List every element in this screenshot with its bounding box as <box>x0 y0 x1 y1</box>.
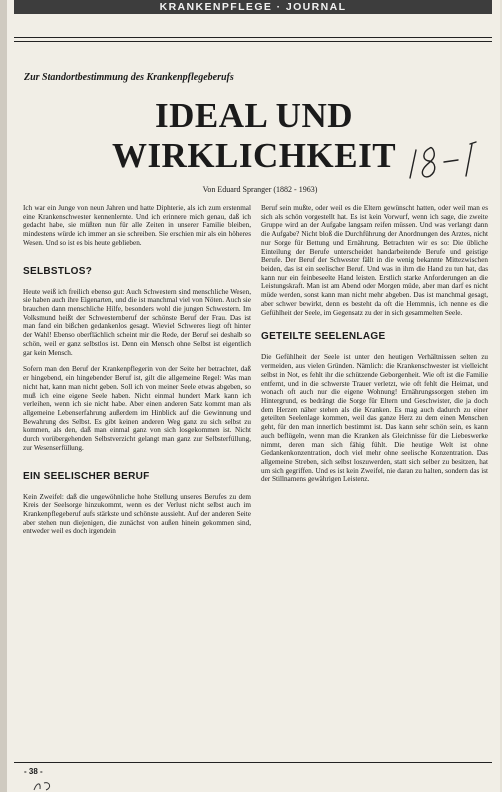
journal-title: KRANKENPFLEGE · JOURNAL <box>159 1 347 13</box>
text-column-right <box>261 204 488 484</box>
subheading-selbstlos: SELBSTLOS? <box>23 265 93 277</box>
subheading-seelischer-beruf: EIN SEELISCHER BERUF <box>23 470 150 482</box>
left-paragraph-3: Sofern man den Beruf der Krankenpflegerin von der Seite her betrachtet, daß er hingebend, ein hingebender Beruf ist, gilt die allgemeine Regel: Was man nicht hat, kann man nicht geben. Soll ich von meiner Seele etwas abgeben, so muß ich eine eigene Seele haben. Nicht einmal hundert Mark kann ich verleihen, wenn ich sie nicht habe. Aber einen anderen Satz kommt man als allgemeine Lebenserfahrung außerdem im Hinblick auf die Gewinnung und Bewahrung des Selbst. Es gibt keinen anderen Weg ganz zu sich selbst zu kommen, als den, daß man einmal ganz von sich losgekommen ist. Nicht durch vorübergehenden Selbstverzicht gelangt man ganz zur Selbsterfüllung, zur Wesenserfüllung. <box>23 365 251 452</box>
header-rule-thin <box>14 41 492 42</box>
pen-scribble <box>32 780 56 792</box>
left-paragraph-4: Kein Zweifel: daß die ungewöhnliche hohe Stellung unseres Berufes zu dem Kreis der Seelsorge hinzukommt, wenn es der Verlust nicht selbst auch im Krankenpflegeberuf aufs stärkste und schönste aussieht. Auf der anderen Seite aber stehen nun diejenigen, die zunächst von außen hinein gekommen sind, entweder weil es doch irgendein <box>23 492 251 536</box>
scan-edge <box>0 0 7 792</box>
headline-line-2: WIRKLICHKEIT <box>111 136 397 175</box>
journal-header-band <box>14 0 492 14</box>
article-byline: Von Eduard Spranger (1882 - 1963) <box>202 185 318 194</box>
handwritten-note <box>404 138 488 180</box>
left-paragraph-2: Heute weiß ich freilich ebenso gut: Auch Schwestern sind menschliche Wesen, sie haben auch ihre Eigenarten, und die ist manchmal viel von Nöten. Auch sie brauchen dann menschliche Hilfe, besonders wohl die jungen Schwestern. Im Volksmund heißt der Schwesternberuf der schönste Beruf der Frau. Das ist man fand ein bißchen gedankenlos gesagt. Wieviel Schweres liegt oft hinter der Wahl! Ebenso oberflächlich scheint mir die Rede, der Beruf sei deshalb so schön, weil er ganz selbstlos ist. Denn ein Mensch ohne Selbst ist eigentlich gar kein Mensch. <box>23 287 251 357</box>
right-paragraph-1: Beruf sein mußte, oder weil es die Eltern gewünscht hatten, oder weil man es sich als schön vorgestellt hat. Es ist kein Vorwurf, wenn ich sage, die zweite Gruppe wird an der Aufgabe langsam reifen müssen. Und was verlangt dann die Aufgabe? Nicht bloß die Durchführung der Anordnungen des Arztes, nicht nur Sorge für Bettung und Ernährung. Betrachten wir es so: Die übliche Einteilung der Berufe unterscheidet handarbeitende Berufe und geistige Berufe. Der Beruf der Schwester fällt in die wenig bekannte Mittezwischen beiden, das ist ein seelischer Beruf. Und was in ihm die Hand zu tun hat, das kann nur ein feinbeseelte Hand leisten. Erstlich starke Anforderungen an die Leistungskraft. Man ist am Abend oder Morgen müde, aber man darf es nicht müde werden, sonst kann man nicht mehr abgeben. Das ist manchmal gesagt, aber schwer bewirkt, denn es besteht da oft die Hemmnis, ich nenne es die Gefühlheit der Seele, im Gegensatz zu der in sich gesammelten Seele. <box>261 204 488 317</box>
headline-line-1: IDEAL UND <box>154 96 353 135</box>
article-kicker: Zur Standortbestimmung des Krankenpflegeberufs <box>24 72 234 83</box>
header-rule <box>14 37 492 38</box>
text-column-left <box>23 204 251 536</box>
right-paragraph-2: Die Gefühlheit der Seele ist unter den heutigen Verhältnissen selten zu vermeiden, aus vielen Gründen. Nämlich: die Krankenschwester ist vielleicht selbst in Not, es fehlt ihr die schützende Geborgenheit. Wie oft ist die Familie entfernt, und in die schwerste Trauer verletzt, wie oft fehlt die Heimat, und wonach oft auch nur die eigene Wohnung! Ernährungssorgen stehen im Hintergrund, es bedrängt die Sorge für Eltern und Geschwister, die ja doch dem Herzen näher stehen als die Kranken. Es mag auch dadurch zu einer geteilten Seelenlage kommen, weil das ganze Herz zu dem einen Menschen geht, für den man innerlich bestimmt ist. Das kann sehr schön sein, es kann auch beflügeln, wenn man die Kranken als Gleichnisse für die Liebeswerke nimmt, deren man sich fähig fühlt. Die heutige Welt ist ohne Gedankenkonzentration, doch viel mehr ohne seelische Konzentration. Das allgemeine Streben, sich selbst loszuwerden, statt sich selber zu besitzen, hat um sich gegriffen. Und es ist kein Zweifel, nie daran zu halten, sondern das ist der Stillnamens gewährigen Leistenz. <box>261 353 488 484</box>
left-paragraph-1: Ich war ein Junge von neun Jahren und hatte Diphterie, als ich zum erstenmal eine Krankenschwester kennenlernte. Und ich erinnere mich genau, daß ich gedacht habe, sie müßten nun für alle Zeiten in unserer Familie bleiben, mindestens würde ich immer an sie schreiben. Sie erschien mir als ein höheres Wesen. Und so ist es bis heute geblieben. <box>23 204 251 247</box>
footer-rule <box>14 762 492 763</box>
page-number: - 38 - <box>24 767 43 776</box>
subheading-geteilte-seelenlage: GETEILTE SEELENLAGE <box>261 331 386 343</box>
